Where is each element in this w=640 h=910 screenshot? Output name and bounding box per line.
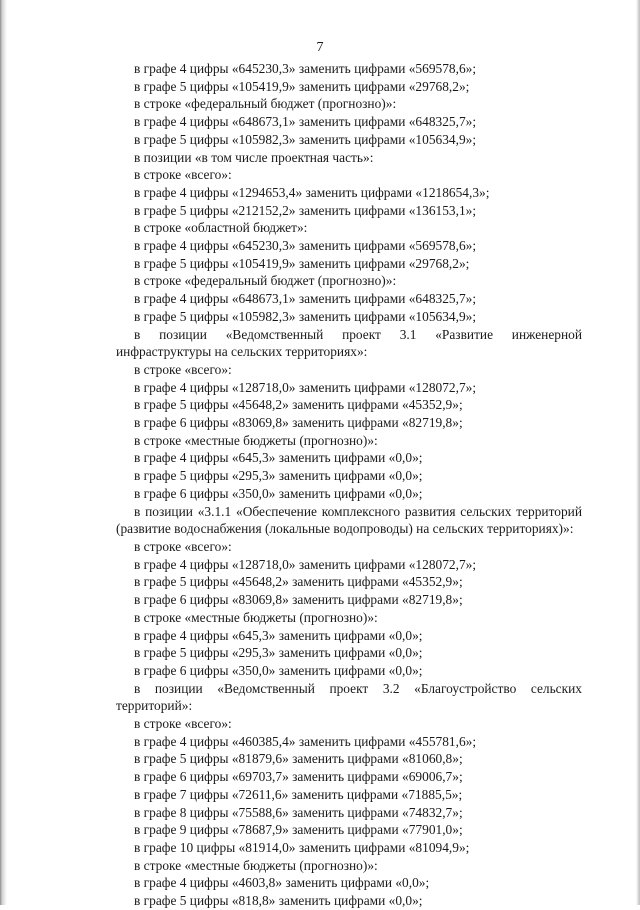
text-line: в строке «областной бюджет»:	[134, 220, 308, 236]
text-line: в графе 5 цифры «105419,9» заменить цифрами «29768,2»;	[134, 255, 470, 271]
text-line: в графе 4 цифры «128718,0» заменить цифрами «128072,7»;	[134, 556, 477, 572]
text-line: в графе 9 цифры «78687,9» заменить цифрами «77901,0»;	[134, 822, 463, 838]
text-line: в графе 5 цифры «212152,2» заменить цифрами «136153,1»;	[134, 202, 477, 218]
text-line: в графе 6 цифры «350,0» заменить цифрами «0,0»;	[134, 485, 423, 501]
text-line: в графе 6 цифры «350,0» заменить цифрами «0,0»;	[134, 662, 423, 678]
text-line: в строке «всего»:	[134, 538, 232, 554]
text-line: в графе 5 цифры «295,3» заменить цифрами «0,0»;	[134, 468, 423, 484]
text-line: в строке «местные бюджеты (прогнозно)»:	[134, 432, 378, 448]
document-body	[116, 60, 582, 910]
text-line: в графе 10 цифры «81914,0» заменить цифрами «81094,9»;	[134, 839, 470, 855]
text-line: в позиции «в том числе проектная часть»:	[134, 149, 374, 165]
text-line: в графе 8 цифры «75588,6» заменить цифрами «74832,7»;	[134, 804, 463, 820]
text-line: в строке «местные бюджеты (прогнозно)»:	[134, 857, 378, 873]
text-line: в графе 6 цифры «83069,8» заменить цифрами «82719,8»;	[134, 592, 463, 608]
text-line: в строке «местные бюджеты (прогнозно)»:	[134, 609, 378, 625]
text-line: в графе 4 цифры «4603,8» заменить цифрами «0,0»;	[134, 875, 430, 891]
scan-edge-left	[0, 0, 7, 905]
text-line: в графе 6 цифры «69703,7» заменить цифрами «69006,7»;	[134, 769, 463, 785]
text-line: в строке «всего»:	[134, 361, 232, 377]
text-line: в графе 4 цифры «648673,1» заменить цифрами «648325,7»;	[134, 291, 477, 307]
page-number: 7	[316, 40, 324, 55]
paragraph: в позиции «Ведомственный проект 3.1 «Развитие инженерной инфраструктуры на сельских территориях»:	[116, 326, 582, 360]
text-line: в графе 5 цифры «45648,2» заменить цифрами «45352,9»;	[134, 574, 463, 590]
text-line: в графе 4 цифры «645,3» заменить цифрами «0,0»;	[134, 627, 423, 643]
text-line: в графе 4 цифры «648673,1» заменить цифрами «648325,7»;	[134, 114, 477, 130]
text-line: в строке «федеральный бюджет (прогнозно)»:	[134, 273, 397, 289]
text-line: в графе 4 цифры «460385,4» заменить цифрами «455781,6»;	[134, 733, 477, 749]
text-line: в графе 5 цифры «105419,9» заменить цифрами «29768,2»;	[134, 78, 470, 94]
scan-edge-right	[636, 0, 640, 905]
text-line: в графе 4 цифры «645230,3» заменить цифрами «569578,6»;	[134, 61, 477, 76]
text-line: в графе 5 цифры «818,8» заменить цифрами «0,0»;	[134, 893, 423, 909]
text-line: в графе 5 цифры «81879,6» заменить цифрами «81060,8»;	[134, 751, 463, 767]
paragraph: в позиции «3.1.1 «Обеспечение комплексного развития сельских территорий (развитие водоснабжения (локальные водопроводы) на сельских территориях)»:	[116, 503, 582, 537]
paragraph: в позиции «Ведомственный проект 3.2 «Благоустройство сельских территорий»:	[116, 680, 582, 714]
text-line: в графе 7 цифры «72611,6» заменить цифрами «71885,5»;	[134, 786, 463, 802]
text-line: в графе 5 цифры «295,3» заменить цифрами «0,0»;	[134, 645, 423, 661]
text-line: в графе 6 цифры «83069,8» заменить цифрами «82719,8»;	[134, 415, 463, 431]
text-line: в строке «всего»:	[134, 716, 232, 732]
text-line: в графе 5 цифры «105982,3» заменить цифрами «105634,9»;	[134, 308, 477, 324]
text-line: в графе 4 цифры «645230,3» заменить цифрами «569578,6»;	[134, 238, 477, 254]
text-line: в графе 4 цифры «1294653,4» заменить цифрами «1218654,3»;	[134, 184, 490, 200]
text-line: в графе 4 цифры «645,3» заменить цифрами «0,0»;	[134, 450, 423, 466]
text-line: в строке «всего»:	[134, 167, 232, 183]
text-line: в графе 5 цифры «105982,3» заменить цифрами «105634,9»;	[134, 131, 477, 147]
text-line: в строке «федеральный бюджет (прогнозно)»:	[134, 96, 397, 112]
text-line: в графе 4 цифры «128718,0» заменить цифрами «128072,7»;	[134, 379, 477, 395]
text-line: в графе 5 цифры «45648,2» заменить цифрами «45352,9»;	[134, 397, 463, 413]
